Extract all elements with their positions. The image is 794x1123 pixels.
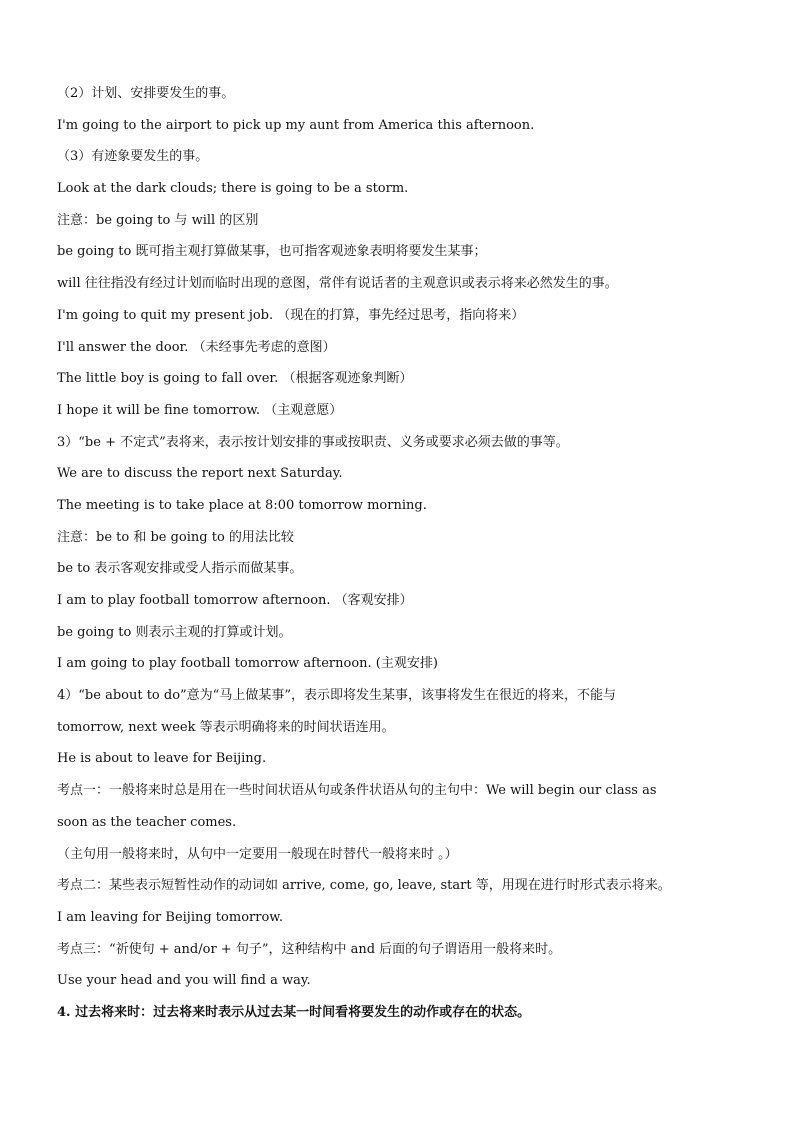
example-sentence: I'm going to the airport to pick up my aunt from America this afternoon. [57, 117, 535, 133]
explanation-text: be going to 既可指主观打算做某事，也可指客观迹象表明将要发生某事； [57, 244, 487, 260]
example-sentence: I hope it will be fine tomorrow. （主观意愿） [57, 402, 343, 418]
explanation-text: will 往往指没有经过计划而临时出现的意图，常伴有说话者的主观意识或表示将来必然发生的事。 [57, 276, 618, 292]
test-point-one-continuation: soon as the teacher comes. [57, 814, 237, 830]
explanation-text: be going to 则表示主观的打算或计划。 [57, 624, 292, 640]
example-sentence: He is about to leave for Beijing. [57, 751, 267, 767]
explanation-text: （主句用一般将来时，从句中一定要用一般现在时替代一般将来时 。） [57, 846, 458, 862]
example-sentence: I'm going to quit my present job. （现在的打算，事先经过思考，指向将来） [57, 307, 525, 323]
example-sentence: The meeting is to take place at 8:00 tomorrow morning. [57, 497, 427, 513]
note-heading: 注意：be to 和 be going to 的用法比较 [57, 529, 294, 545]
test-point-one: 考点一：一般将来时总是用在一些时间状语从句或条件状语从句的主句中：We will begin our class as [57, 783, 657, 799]
rule-continuation: tomorrow, next week 等表示明确将来的时间状语连用。 [57, 719, 395, 735]
explanation-text: be to 表示客观安排或受人指示而做某事。 [57, 561, 303, 577]
rule-heading: 4）“be about to do”意为“马上做某事”，表示即将发生某事，该事将发生在很近的将来，不能与 [57, 688, 616, 704]
example-sentence: I am leaving for Beijing tomorrow. [57, 909, 283, 925]
test-point-three: 考点三：“祈使句 + and/or + 句子”，这种结构中 and 后面的句子谓语用一般将来时。 [57, 941, 562, 957]
rule-heading: 3）“be + 不定式”表将来，表示按计划安排的事或按职责、义务或要求必须去做的事等。 [57, 434, 569, 450]
example-sentence: I am to play football tomorrow afternoon. （客观安排） [57, 593, 413, 608]
example-sentence: Look at the dark clouds; there is going to be a storm. [57, 181, 409, 197]
example-sentence: I'll answer the door. （未经事先考虑的意图） [57, 339, 336, 355]
subheading-plan: （2）计划、安排要发生的事。 [57, 86, 235, 101]
document-body [57, 78, 747, 1029]
example-sentence: The little boy is going to fall over. （根据客观迹象判断） [57, 371, 413, 387]
example-sentence: I am going to play football tomorrow afternoon. (主观安排) [57, 656, 438, 672]
note-heading: 注意：be going to 与 will 的区别 [57, 212, 259, 228]
example-sentence: We are to discuss the report next Saturday. [57, 466, 343, 482]
example-sentence: Use your head and you will find a way. [57, 973, 311, 989]
test-point-two: 考点二：某些表示短暂性动作的动词如 arrive, come, go, leave, start 等，用现在进行时形式表示将来。 [57, 878, 671, 894]
subheading-signs: （3）有迹象要发生的事。 [57, 149, 209, 165]
section-heading-past-future: 4. 过去将来时：过去将来时表示从过去某一时间看将要发生的动作或存在的状态。 [57, 1004, 531, 1020]
